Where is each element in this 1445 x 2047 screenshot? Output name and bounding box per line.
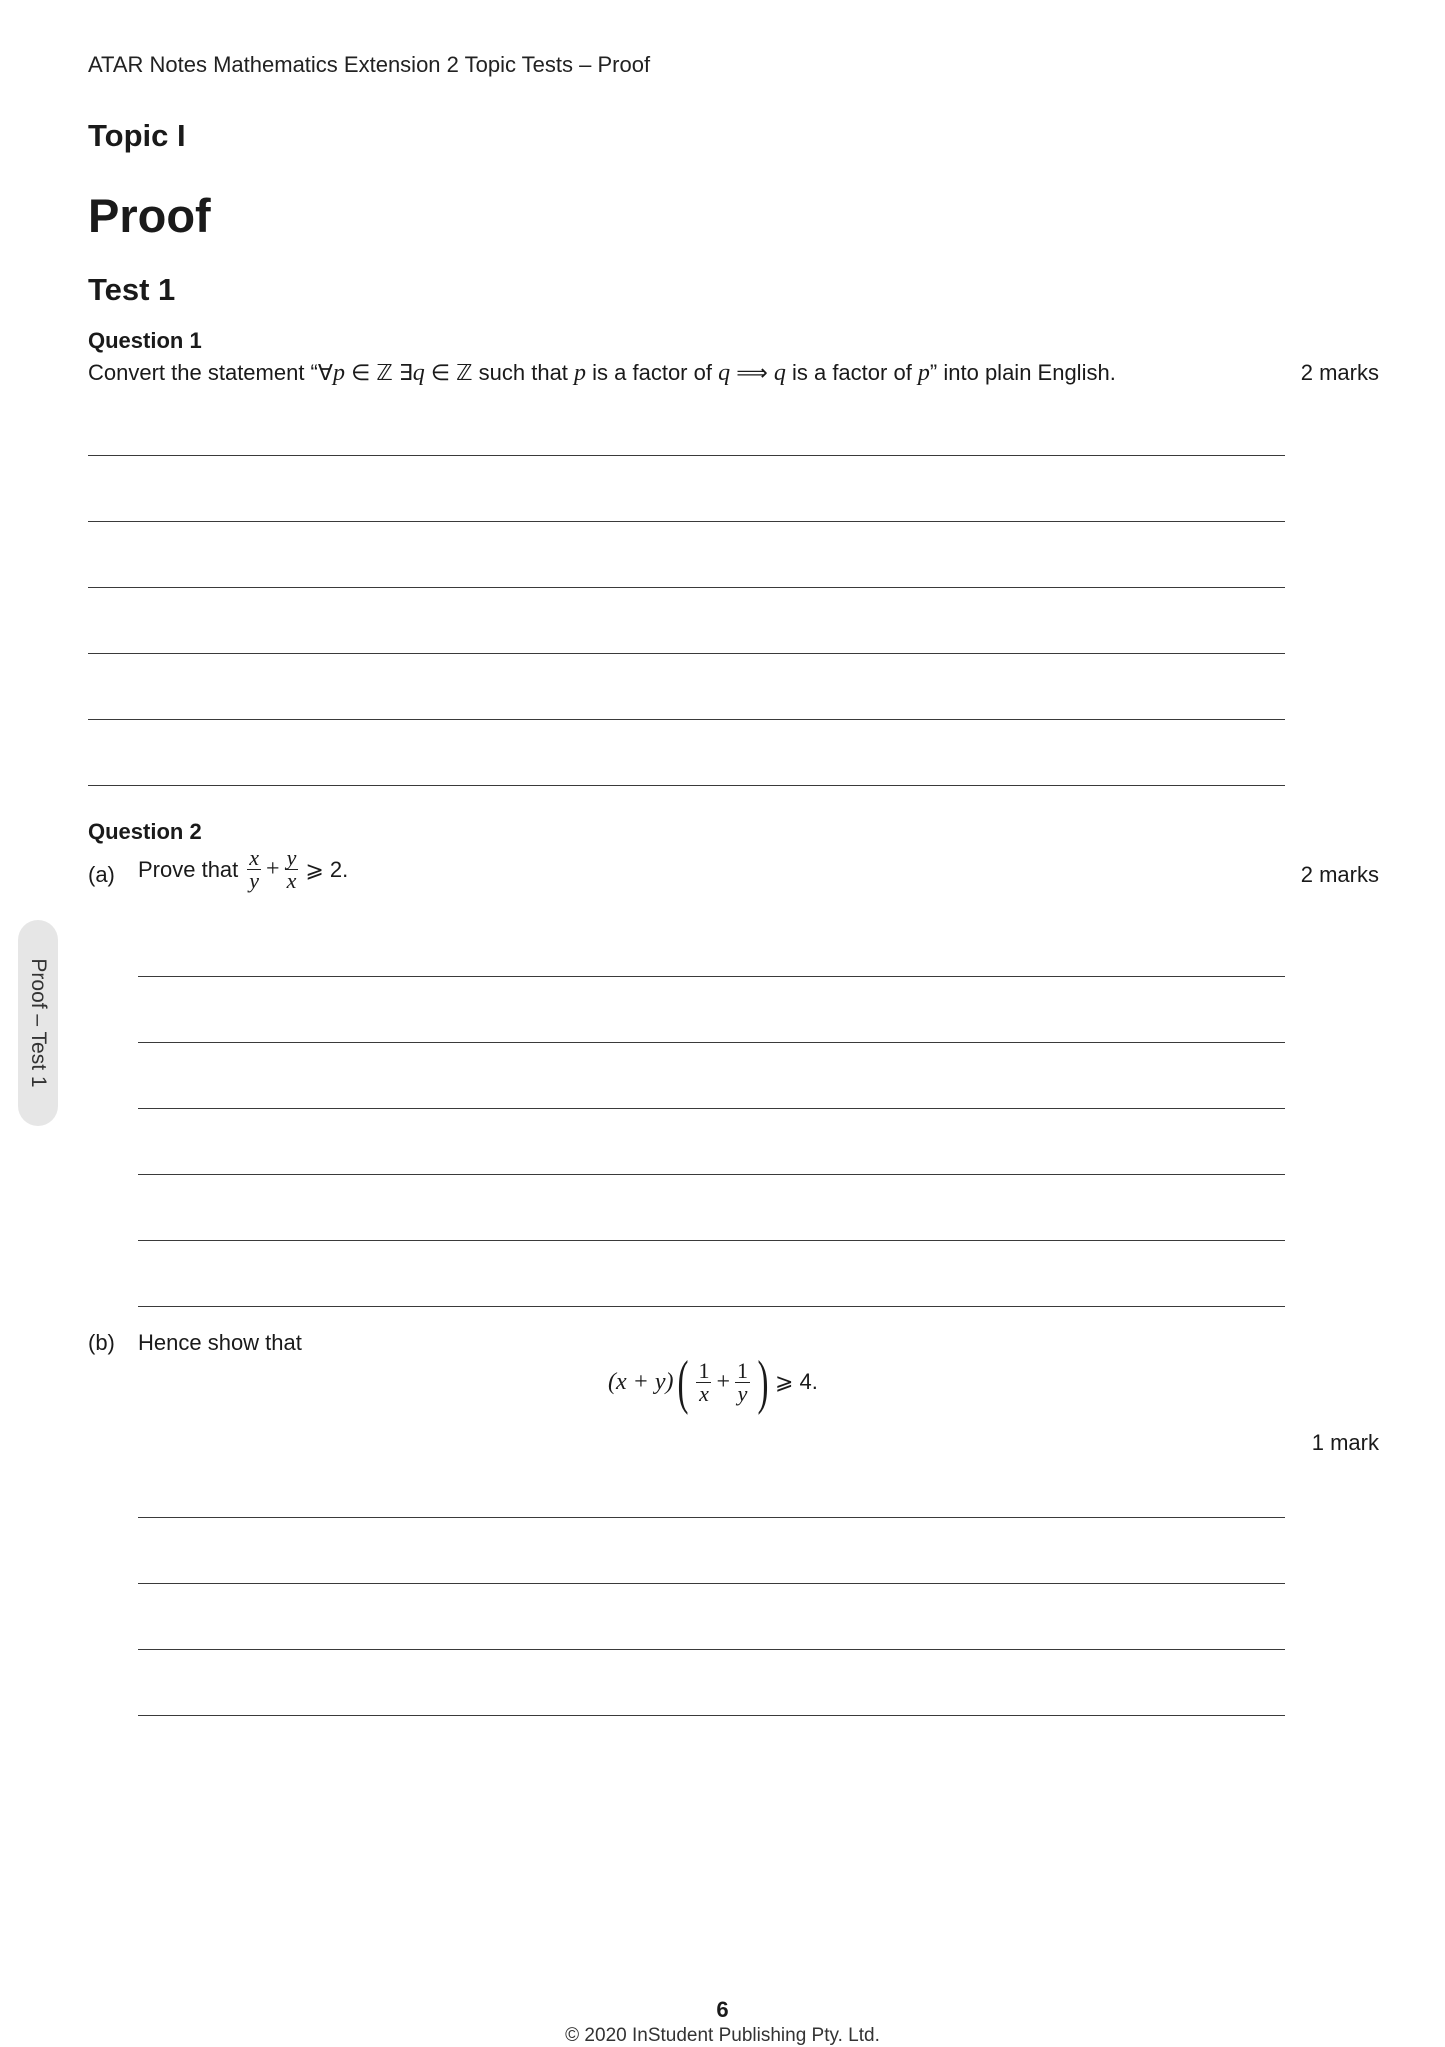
test-heading: Test 1 (88, 272, 176, 307)
answer-line (138, 1583, 1285, 1584)
copyright: © 2020 InStudent Publishing Pty. Ltd. (565, 2025, 880, 2046)
answer-line (138, 1649, 1285, 1650)
side-tab-label: Proof – Test 1 (27, 958, 50, 1088)
question-2-heading: Question 2 (88, 819, 202, 844)
answer-line (138, 1517, 1285, 1518)
answer-line (138, 1174, 1285, 1175)
answer-line (88, 521, 1285, 522)
answer-line (138, 976, 1285, 977)
answer-line (88, 785, 1285, 786)
question-1-heading: Question 1 (88, 328, 202, 353)
answer-line (138, 1042, 1285, 1043)
page-title: Proof (88, 189, 211, 242)
side-tab (18, 920, 58, 1126)
part-b-marks: 1 mark (1311, 1430, 1379, 1455)
fraction-y-over-x: $\frac{y}{x}$ (286, 845, 297, 893)
question-1-text: Convert the statement “∀p ∈ ℤ ∃q ∈ ℤ such that p is a factor of q ⟹ q is a factor of p” into plain English. (88, 360, 1116, 386)
answer-line (88, 455, 1285, 456)
part-b-equation: (x + y) ( $\frac{1}{x}$ + $\frac{1}{y}$ ) ⩾ 4. (608, 1349, 818, 1415)
topic-label: Topic I (88, 118, 186, 153)
answer-line (88, 719, 1285, 720)
answer-line (138, 1715, 1285, 1716)
answer-line (138, 1306, 1285, 1307)
page-number: 6 (716, 1997, 729, 2022)
part-a-label: (a) (88, 862, 115, 887)
question-1-marks: 2 marks (1300, 360, 1379, 385)
part-b-label: (b) (88, 1330, 115, 1355)
fraction-1-over-y: $\frac{1}{y}$ (737, 1357, 749, 1406)
fraction-x-over-y: $\frac{x}{y}$ (249, 845, 260, 893)
answer-line (138, 1108, 1285, 1109)
running-header: ATAR Notes Mathematics Extension 2 Topic Tests – Proof (88, 52, 651, 77)
fraction-1-over-x: $\frac{1}{x}$ (698, 1357, 710, 1406)
answer-line (88, 653, 1285, 654)
part-a-marks: 2 marks (1300, 862, 1379, 887)
answer-line (138, 1240, 1285, 1241)
right-parenthesis: ) (757, 1349, 769, 1415)
part-a-statement: Prove that $\frac{x}{y}$ + $\frac{y}{x}$ ⩾ 2. (138, 845, 349, 893)
part-b-text: Hence show that (138, 1330, 302, 1355)
answer-line (88, 587, 1285, 588)
left-parenthesis: ( (677, 1349, 689, 1415)
